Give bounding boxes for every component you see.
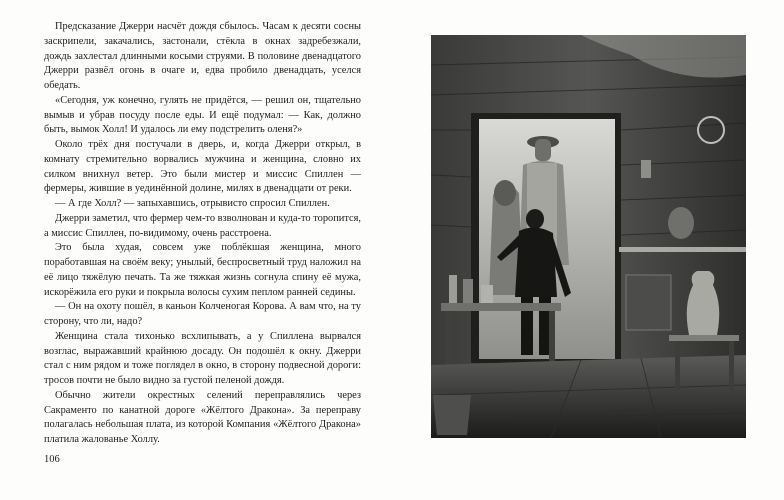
paragraph: Это была худая, совсем уже поблёкшая женщина, много поработавшая на своём веку; унылый, беспросветный труд наложил на её лицо тяжёлую печать. Та же тяжкая жизнь согнула спину её мужа, искорёжила его руки и покрыла волосы сухим пеплом ранней седины. — [44, 242, 361, 298]
page-number: 106 — [44, 454, 60, 465]
paragraph: Предсказание Джерри насчёт дождя сбылось. Часам к десяти сосны заскрипели, закачались, застонали, стёкла в окнах задребезжали, дождь захлестал длинными косыми струями. В половине двенадцатого Джерри развёл огонь в очаге и, едва пробило двенадцать, уселся обедать. — [44, 21, 361, 91]
paragraph: Женщина стала тихонько всхлипывать, а у Спиллена вырвался возглас, выражавший крайнюю досаду. Он подошёл к окну. Джерри стал с ним рядом и тоже поглядел в окно, в сторону подвесной дороги: тросов почти не было видно за густой пеленой дождя. — [44, 330, 361, 386]
cabin-interior-drawing — [431, 35, 746, 438]
paragraph: — Он на охоту пошёл, в каньон Колченогая Корова. А вам что, на ту сторону, что ли, надо? — [44, 301, 361, 327]
paragraph: Около трёх дня постучали в дверь, и, когда Джерри открыл, в комнату стремительно ворвались мужчина и женщина, словно их силком внихнул ветер. Это были мистер и миссис Спиллен — фермеры, жившие в уединённой долине, милях в двенадцати от реки. — [44, 139, 361, 195]
paragraph: Обычно жители окрестных селений переправлялись через Сакраменто по канатной дороге «Жёлтого Дракона». За переправу полагалась небольшая плата, из которой Компания «Жёлтого Дракона» платила жалованье Холлу. — [44, 389, 361, 445]
paragraph: — А где Холл? — запыхавшись, отрывисто спросил Спиллен. — [55, 198, 330, 209]
paragraph: Джерри заметил, что фермер чем-то взволнован и куда-то торопится, а миссис Спиллен, по-видимому, очень расстроена. — [44, 212, 361, 239]
text-column — [44, 20, 361, 448]
paragraph: «Сегодня, уж конечно, гулять не придётся, — решил он, тщательно вымыв и убрав посуду после еды. И ещё подумал: — Как, должно быть, вымок Холл! И удалось ли ему подстрелить оленя?» — [44, 94, 361, 136]
illustration — [431, 35, 746, 438]
